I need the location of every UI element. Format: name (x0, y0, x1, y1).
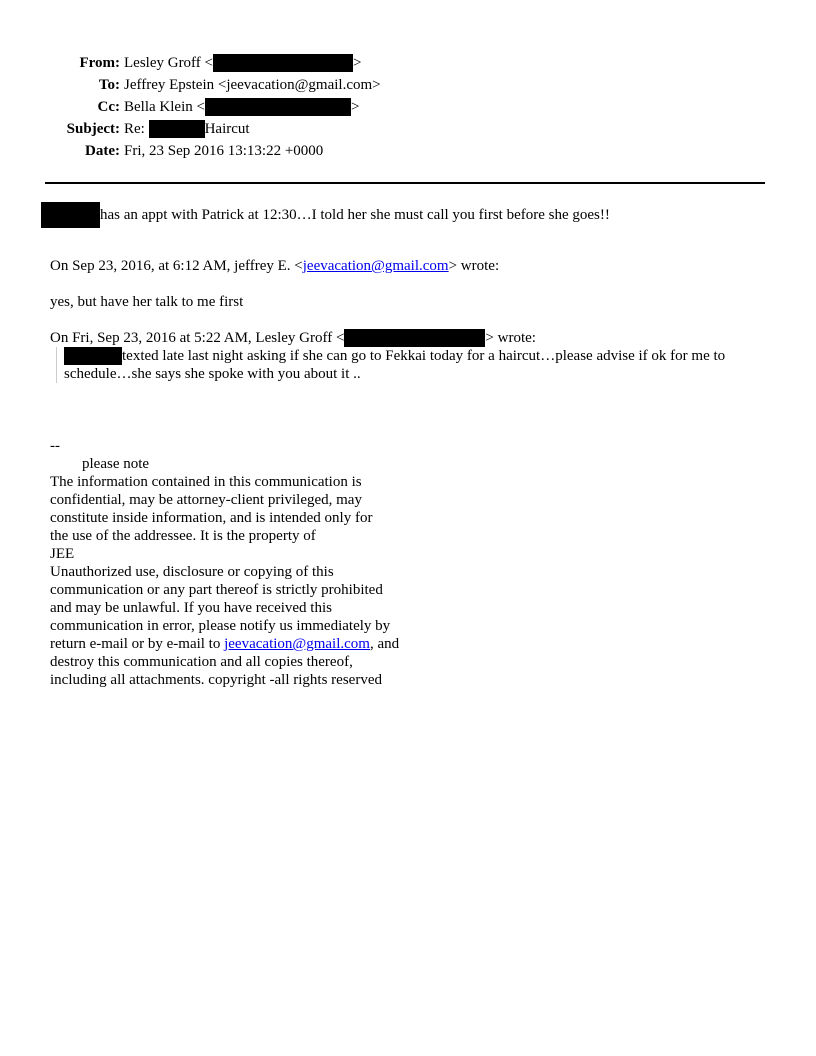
disclaimer-line: Unauthorized use, disclosure or copying of this (50, 564, 334, 580)
signature-separator: -- (50, 438, 60, 454)
disclaimer-line: confidential, may be attorney-client privileged, may (50, 492, 362, 508)
date-value: Fri, 23 Sep 2016 13:13:22 +0000 (124, 143, 324, 159)
cc-value (124, 98, 359, 116)
quote1-suffix: > wrote: (448, 258, 500, 274)
to-label: To: (98, 77, 120, 93)
disclaimer-line: communication or any part thereof is strictly prohibited (50, 582, 383, 598)
disclaimer-line: The information contained in this communication is (50, 474, 362, 490)
disclaimer-line: JEE (50, 546, 75, 562)
redaction-box (41, 202, 100, 228)
redaction-box (64, 347, 122, 365)
quote1-text: yes, but have her talk to me first (50, 294, 244, 310)
please-note: please note (82, 456, 150, 472)
disclaimer-line: the use of the addressee. It is the property of (50, 528, 316, 544)
subject-label: Subject: (66, 121, 120, 137)
subject-suffix: Haircut (204, 121, 250, 137)
quote1-attribution (50, 257, 499, 275)
disclaimer-email-prefix: return e-mail or by e-mail to (50, 636, 225, 652)
subject-value (124, 120, 250, 138)
disclaimer-line: including all attachments. copyright -all rights reserved (50, 672, 382, 688)
reply-text: has an appt with Patrick at 12:30…I told her she must call you first before she goes!! (100, 207, 610, 223)
quote2-line1 (64, 347, 784, 365)
disclaimer-line: constitute inside information, and is intended only for (50, 510, 373, 526)
reply-line (41, 202, 610, 228)
from-label: From: (79, 55, 120, 71)
date-label: Date: (85, 143, 120, 159)
email-link[interactable]: jeevacation@gmail.com (302, 258, 449, 274)
to-value: Jeffrey Epstein <jeevacation@gmail.com> (124, 77, 381, 93)
from-close: > (353, 55, 362, 71)
redaction-box (149, 120, 205, 138)
quote2-attribution (50, 329, 536, 347)
redaction-box (213, 54, 353, 72)
disclaimer-email-suffix: , and (369, 636, 400, 652)
disclaimer-line: and may be unlawful. If you have received this (50, 600, 332, 616)
email-link[interactable]: jeevacation@gmail.com (224, 636, 370, 652)
quote2-prefix: On Fri, Sep 23, 2016 at 5:22 AM, Lesley Groff < (50, 330, 345, 346)
redaction-box (205, 98, 351, 116)
quote2-suffix: > wrote: (485, 330, 536, 346)
disclaimer-line: communication in error, please notify us immediately by (50, 618, 391, 634)
cc-name: Bella Klein < (124, 99, 205, 115)
from-name: Lesley Groff < (124, 55, 213, 71)
quote2-line2: schedule…she says she spoke with you about it .. (64, 366, 361, 382)
cc-close: > (350, 99, 360, 115)
disclaimer-email-line (50, 635, 399, 653)
cc-label: Cc: (97, 99, 120, 115)
header-divider (45, 182, 765, 184)
redaction-box (344, 329, 485, 347)
disclaimer-line: destroy this communication and all copies thereof, (50, 654, 353, 670)
quote2-line1-text: texted late last night asking if she can go to Fekkai today for a haircut…please advise if ok for me to (122, 348, 726, 364)
from-value (124, 54, 361, 72)
quoted-message (56, 347, 784, 383)
subject-prefix: Re: (124, 121, 149, 137)
quote1-prefix: On Sep 23, 2016, at 6:12 AM, jeffrey E. < (50, 258, 303, 274)
